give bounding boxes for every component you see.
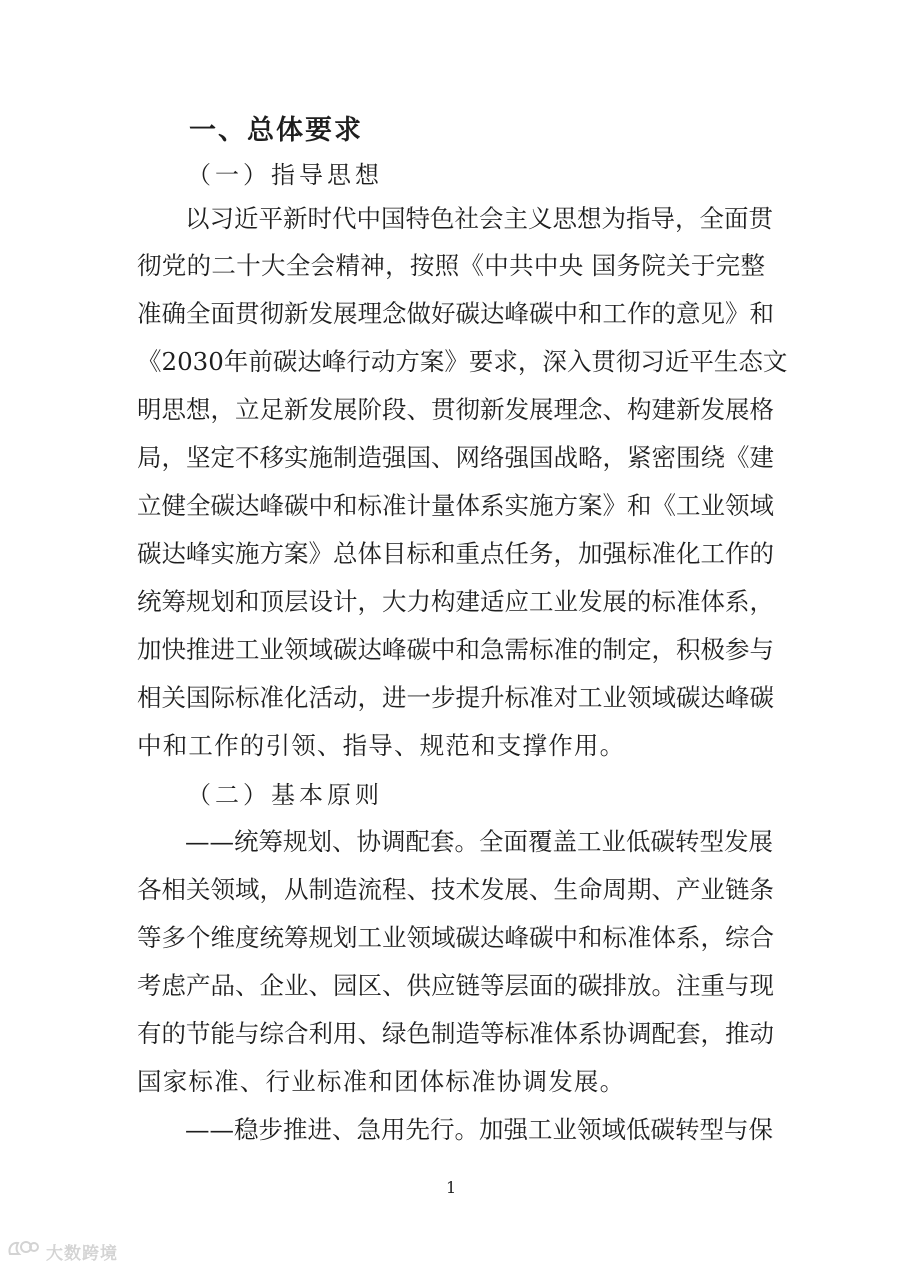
subsection-title-basic-principles: （二）基本原则: [187, 781, 383, 809]
paragraph-line: 相关国际标准化活动，进一步提升标准对工业领域碳达峰碳: [137, 683, 774, 712]
section-heading: 一、总体要求: [189, 115, 363, 146]
watermark: [6, 1238, 118, 1264]
paragraph-line: 《2030年前碳达峰行动方案》要求，深入贯彻习近平生态文: [137, 347, 788, 376]
paragraph-line: 局，坚定不移实施制造强国、网络强国战略，紧密围绕《建: [137, 443, 774, 472]
paragraph-line: 考虑产品、企业、园区、供应链等层面的碳排放。注重与现: [137, 971, 774, 1000]
paragraph-line: ——稳步推进、急用先行。加强工业领域低碳转型与保: [185, 1115, 773, 1144]
paragraph-line: 明思想，立足新发展阶段、贯彻新发展理念、构建新发展格: [137, 395, 774, 424]
paragraph-line: 彻党的二十大全会精神，按照《中共中央 国务院关于完整: [137, 251, 765, 280]
subsection-title-guiding-ideology: （一）指导思想: [187, 161, 383, 189]
paragraph-line: 各相关领域，从制造流程、技术发展、生命周期、产业链条: [137, 875, 774, 904]
paragraph-line: 有的节能与综合利用、绿色制造等标准体系协调配套，推动: [137, 1019, 774, 1048]
page-number: 1: [446, 1178, 457, 1197]
paragraph-line: 以习近平新时代中国特色社会主义思想为指导，全面贯: [185, 204, 773, 233]
paragraph-line: 准确全面贯彻新发展理念做好碳达峰碳中和工作的意见》和: [137, 299, 774, 328]
watermark-text: 大数跨境: [46, 1243, 118, 1264]
paragraph-line-last: 中和工作的引领、指导、规范和支撑作用。: [137, 731, 626, 760]
paragraph-line: 立健全碳达峰碳中和标准计量体系实施方案》和《工业领域: [137, 491, 774, 520]
paragraph-line: 加快推进工业领域碳达峰碳中和急需标准的制定，积极参与: [137, 635, 774, 664]
paragraph-line: 统筹规划和顶层设计，大力构建适应工业发展的标准体系，: [137, 587, 774, 616]
brand-logo-icon: [6, 1238, 40, 1264]
paragraph-line: 碳达峰实施方案》总体目标和重点任务，加强标准化工作的: [137, 539, 774, 568]
paragraph-line-last: 国家标准、行业标准和团体标准协调发展。: [137, 1067, 626, 1096]
paragraph-line: 等多个维度统筹规划工业领域碳达峰碳中和标准体系，综合: [137, 923, 774, 952]
paragraph-line: ——统筹规划、协调配套。全面覆盖工业低碳转型发展: [185, 827, 773, 856]
